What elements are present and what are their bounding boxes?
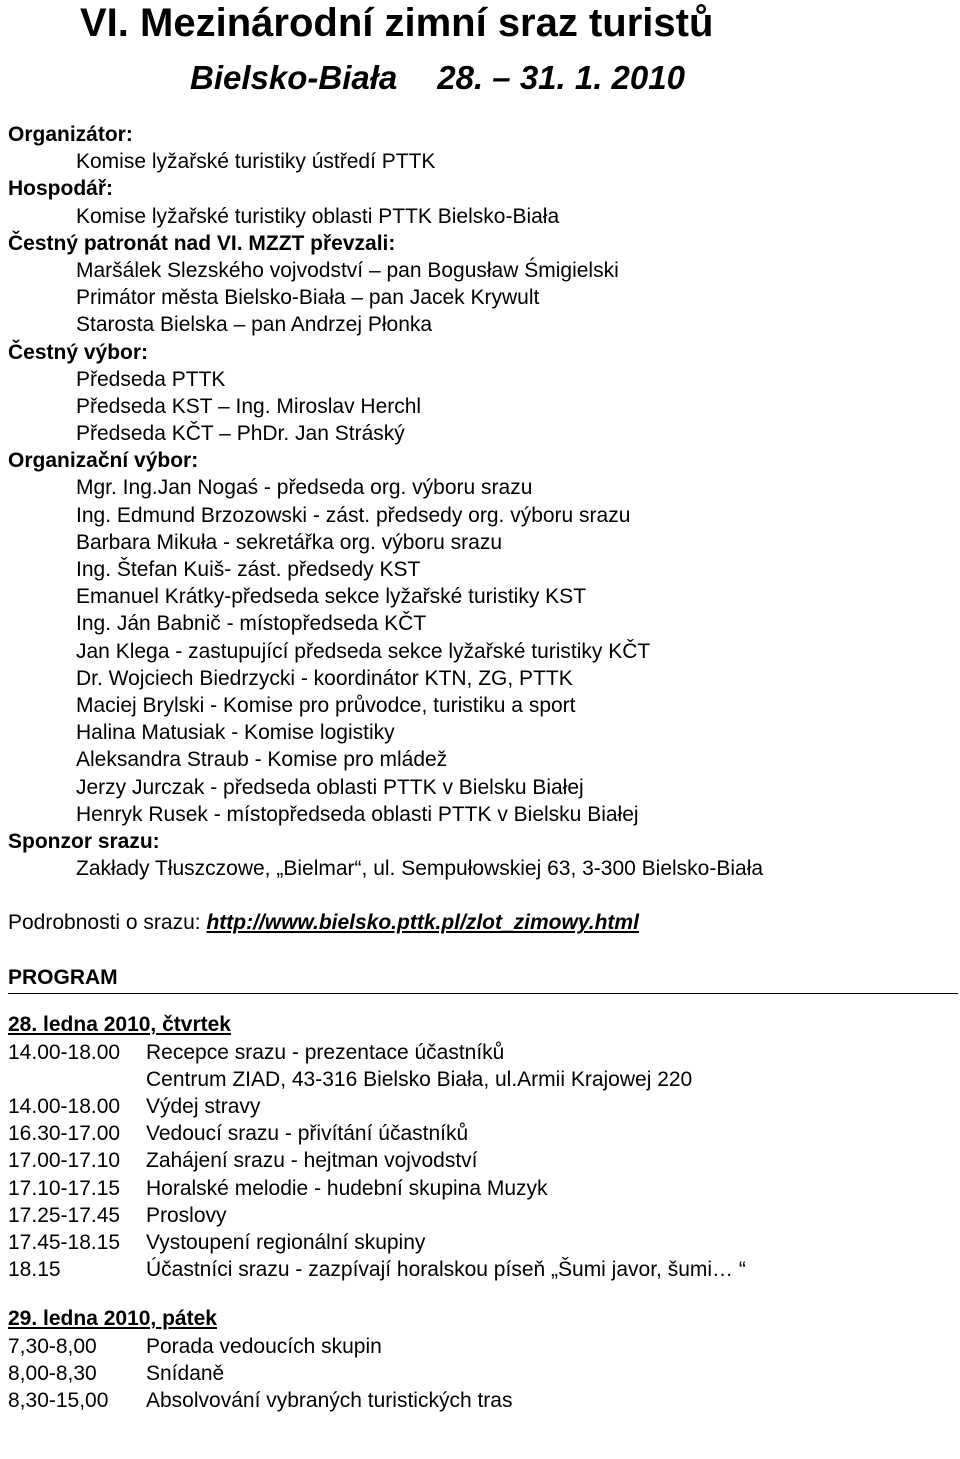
committee-member: Emanuel Krátky-předseda sekce lyžařské turistiky KST <box>76 585 587 609</box>
schedule-time: 16.30-17.00 <box>8 1122 121 1146</box>
schedule-desc: Účastníci srazu - zazpívají horalskou píseň „Šumi javor, šumi… “ <box>146 1258 746 1282</box>
document-subtitle <box>190 58 685 98</box>
schedule-row <box>8 1333 948 1360</box>
schedule-time: 17.25-17.45 <box>8 1203 121 1227</box>
event-place: Bielsko-Biała <box>190 59 398 96</box>
details-label: Podrobnosti o srazu: <box>8 911 201 935</box>
schedule-time: 18.15 <box>8 1258 61 1282</box>
schedule-time: 8,30-15,00 <box>8 1388 109 1412</box>
honor-item: Předseda PTTK <box>76 367 226 391</box>
committee-member: Henryk Rusek - místopředseda oblasti PTTK v Bielsku Białej <box>76 802 639 826</box>
committee-member: Ing. Edmund Brzozowski - zást. předsedy org. výboru srazu <box>76 503 631 527</box>
schedule-desc: Porada vedoucích skupin <box>146 1334 382 1358</box>
schedule-row <box>8 1120 948 1147</box>
document-title: VI. Mezinárodní zimní sraz turistů <box>80 1 714 45</box>
patronage-label: Čestný patronát nad VI. MZZT převzali: <box>8 231 396 255</box>
day1-heading: 28. ledna 2010, čtvrtek <box>8 1013 231 1037</box>
schedule-row <box>8 1387 948 1414</box>
honor-item: Předseda KST – Ing. Miroslav Herchl <box>76 394 422 418</box>
sponsor-value: Zakłady Tłuszczowe, „Bielmar“, ul. Sempułowskiej 63, 3-300 Bielsko-Biała <box>76 857 764 881</box>
committee-member: Ing. Štefan Kuiš- zást. předsedy KST <box>76 558 421 581</box>
schedule-time: 8,00-8,30 <box>8 1361 97 1385</box>
host-label: Hospodář: <box>8 177 113 201</box>
schedule-desc: Recepce srazu - prezentace účastníků <box>146 1040 505 1064</box>
committee-member: Dr. Wojciech Biedrzycki - koordinátor KTN, ZG, PTTK <box>76 666 573 690</box>
program-heading: PROGRAM <box>8 963 958 994</box>
organizer-label: Organizátor: <box>8 123 133 146</box>
schedule-desc: Absolvování vybraných turistických tras <box>146 1388 513 1412</box>
committee-member: Halina Matusiak - Komise logistiky <box>76 721 395 745</box>
committee-member: Mgr. Ing.Jan Nogaś - předseda org. výboru srazu <box>76 476 533 500</box>
schedule-time: 14.00-18.00 <box>8 1040 121 1064</box>
schedule-time: 17.00-17.10 <box>8 1149 121 1173</box>
schedule-desc: Vedoucí srazu - přivítání účastníků <box>146 1122 469 1146</box>
schedule-row <box>8 1039 948 1066</box>
schedule-desc: Horalské melodie - hudební skupina Muzyk <box>146 1176 548 1200</box>
schedule-row <box>8 1202 948 1229</box>
schedule-row <box>8 1229 948 1256</box>
details-link[interactable]: http://www.bielsko.pttk.pl/zlot_zimowy.html <box>206 911 639 935</box>
patronage-item: Primátor města Bielsko-Biała – pan Jacek Krywult <box>76 286 540 310</box>
document-body <box>8 121 948 1414</box>
committee-member: Maciej Brylski - Komise pro průvodce, turistiku a sport <box>76 693 576 717</box>
event-dates: 28. – 31. 1. 2010 <box>437 59 685 96</box>
committee-label: Organizační výbor: <box>8 449 199 473</box>
host-value: Komise lyžařské turistiky oblasti PTTK Bielsko-Biała <box>76 204 560 228</box>
patronage-item: Starosta Bielska – pan Andrzej Płonka <box>76 313 433 337</box>
schedule-time: 17.45-18.15 <box>8 1230 121 1254</box>
sponsor-label: Sponzor srazu: <box>8 829 160 853</box>
schedule-time: 17.10-17.15 <box>8 1176 121 1200</box>
schedule-desc: Zahájení srazu - hejtman vojvodství <box>146 1149 478 1173</box>
schedule-desc: Proslovy <box>146 1203 227 1227</box>
committee-member: Jerzy Jurczak - předseda oblasti PTTK v Bielsku Białej <box>76 775 584 799</box>
honor-label: Čestný výbor: <box>8 340 149 364</box>
schedule-desc: Výdej stravy <box>146 1095 261 1118</box>
schedule-desc: Vystoupení regionální skupiny <box>146 1230 426 1254</box>
schedule-desc: Centrum ZIAD, 43-316 Bielsko Biała, ul.Armii Krajowej 220 <box>146 1067 693 1091</box>
organizer-value: Komise lyžařské turistiky ústředí PTTK <box>76 150 436 174</box>
schedule-row <box>8 1093 948 1120</box>
schedule-time: 14.00-18.00 <box>8 1095 121 1118</box>
committee-member: Jan Klega - zastupující předseda sekce lyžařské turistiky KČT <box>76 639 651 663</box>
schedule-desc: Snídaně <box>146 1361 225 1385</box>
schedule-time: 7,30-8,00 <box>8 1334 97 1358</box>
schedule-row <box>8 1147 948 1174</box>
committee-member: Ing. Ján Babnič - místopředseda KČT <box>76 612 427 636</box>
committee-member: Barbara Mikuła - sekretářka org. výboru srazu <box>76 530 502 554</box>
schedule-row <box>8 1256 948 1283</box>
schedule-row <box>8 1360 948 1387</box>
committee-member: Aleksandra Straub - Komise pro mládež <box>76 748 448 772</box>
day2-heading: 29. ledna 2010, pátek <box>8 1307 217 1331</box>
honor-item: Předseda KČT – PhDr. Jan Stráský <box>76 422 405 446</box>
patronage-item: Maršálek Slezského vojvodství – pan Bogusław Śmigielski <box>76 258 619 282</box>
schedule-row <box>8 1175 948 1202</box>
details-line <box>8 909 948 936</box>
